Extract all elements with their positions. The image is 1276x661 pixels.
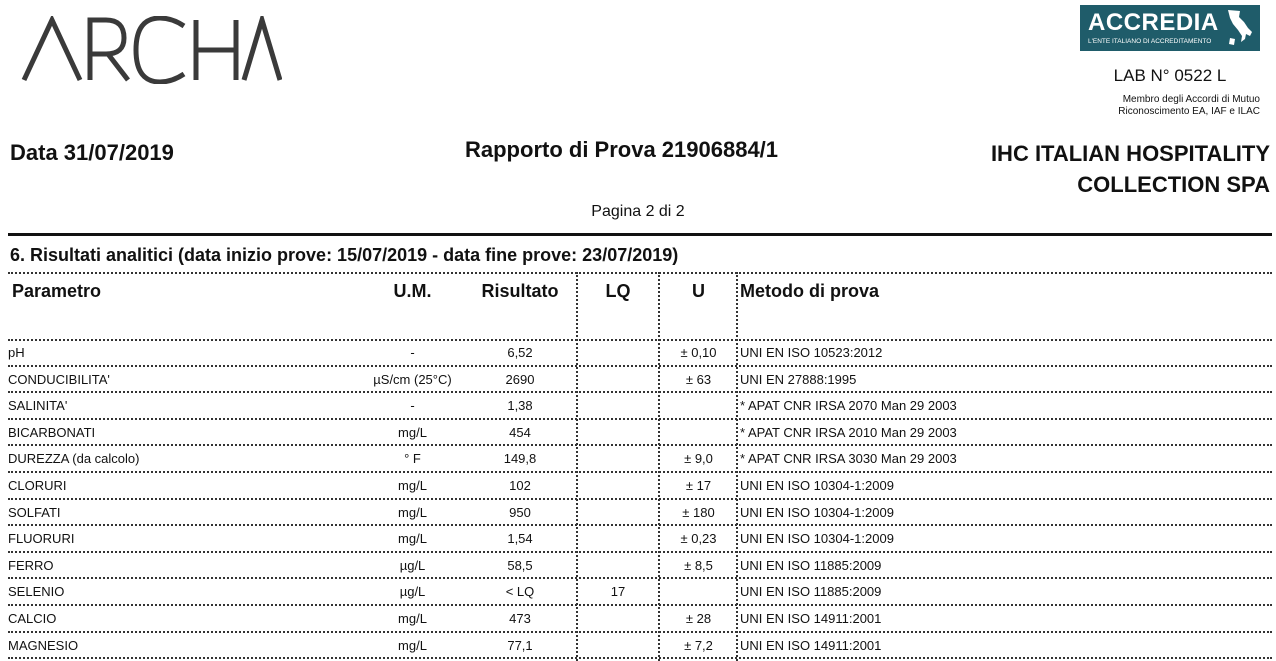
cell-lq: 17 [610,584,626,599]
cell-method: UNI EN 27888:1995 [740,372,857,387]
cell-u: ± 28 [685,611,712,626]
cell-method: UNI EN ISO 10523:2012 [740,345,883,360]
cell-param: pH [8,345,25,360]
section-title: 6. Risultati analitici (data inizio prove: 15/07/2019 - data fine prove: 23/07/2019) [10,245,679,265]
cell-method: UNI EN ISO 11885:2009 [740,558,882,573]
cell-um: mg/L [398,425,427,440]
cell-param: DUREZZA (da calcolo) [8,451,140,466]
report-number: Rapporto di Prova 21906884/1 [465,137,779,162]
cell-um: mg/L [398,505,427,520]
accreditation-note-line1: Membro degli Accordi di Mutuo [1122,94,1260,105]
cell-method: * APAT CNR IRSA 3030 Man 29 2003 [740,451,957,466]
row-divider [8,471,1272,473]
cell-method: UNI EN ISO 11885:2009 [740,584,882,599]
accredia-subtitle: L'ENTE ITALIANO DI ACCREDITAMENTO [1088,38,1212,45]
cell-result: 950 [509,505,531,520]
cell-u: ± 0,10 [680,345,717,360]
cell-method: * APAT CNR IRSA 2010 Man 29 2003 [740,425,957,440]
cell-u: ± 9,0 [684,451,713,466]
cell-result: 473 [509,611,531,626]
header-rule [8,233,1272,236]
accredia-badge [1080,5,1260,51]
cell-result: < LQ [505,584,535,599]
archa-logo [20,16,282,84]
row-divider [8,391,1272,393]
report-date: Data 31/07/2019 [10,140,174,165]
cell-um: mg/L [398,478,427,493]
row-divider [8,524,1272,526]
cell-result: 77,1 [507,638,533,653]
row-divider [8,604,1272,606]
row-divider [8,365,1272,367]
cell-param: MAGNESIO [8,638,79,653]
cell-param: SELENIO [8,584,65,599]
column-divider [736,272,738,661]
cell-param: CLORURI [8,478,67,493]
cell-um: ° F [404,451,421,466]
page-number: Pagina 2 di 2 [591,203,685,220]
cell-u: ± 0,23 [680,531,717,546]
cell-method: UNI EN ISO 14911:2001 [740,611,882,626]
cell-um: mg/L [398,611,427,626]
cell-result: 1,54 [507,531,533,546]
accredia-name: ACCREDIA [1088,9,1219,36]
header-um: U.M. [393,281,432,301]
row-divider [8,657,1272,659]
header-result: Risultato [481,281,559,301]
cell-um: mg/L [398,638,427,653]
header-method: Metodo di prova [740,281,879,301]
cell-result: 2690 [505,372,535,387]
row-divider [8,418,1272,420]
cell-param: SOLFATI [8,505,61,520]
cell-result: 149,8 [503,451,537,466]
cell-method: UNI EN ISO 10304-1:2009 [740,531,894,546]
cell-u: ± 180 [682,505,715,520]
cell-param: FLUORURI [8,531,75,546]
cell-method: UNI EN ISO 10304-1:2009 [740,505,894,520]
cell-method: UNI EN ISO 10304-1:2009 [740,478,894,493]
cell-result: 454 [509,425,531,440]
cell-method: * APAT CNR IRSA 2070 Man 29 2003 [740,398,957,413]
cell-um: µS/cm (25°C) [373,372,452,387]
column-divider [658,272,660,661]
cell-um: µg/L [399,584,426,599]
row-divider [8,444,1272,446]
cell-u: ± 8,5 [684,558,713,573]
client-name-line1: IHC ITALIAN HOSPITALITY [990,141,1270,166]
cell-param: BICARBONATI [8,425,96,440]
cell-param: SALINITA' [8,398,68,413]
header-param: Parametro [12,281,102,301]
row-divider [8,272,1272,274]
italy-map-icon [1224,8,1254,48]
column-divider [576,272,578,661]
cell-result: 58,5 [507,558,533,573]
cell-result: 102 [509,478,531,493]
client-name [930,138,1270,200]
cell-param: CALCIO [8,611,57,626]
cell-u: ± 7,2 [684,638,713,653]
client-name-line2: COLLECTION SPA [1077,172,1270,197]
cell-result: 1,38 [507,398,533,413]
cell-param: FERRO [8,558,54,573]
row-divider [8,498,1272,500]
accreditation-note [1060,94,1260,118]
cell-u: ± 17 [685,478,712,493]
cell-param: CONDUCIBILITA' [8,372,110,387]
cell-result: 6,52 [507,345,533,360]
cell-um: - [410,345,415,360]
cell-um: mg/L [398,531,427,546]
cell-um: - [410,398,415,413]
header-lq: LQ [605,281,631,301]
lab-number: LAB N° 0522 L [1113,66,1227,85]
row-divider [8,631,1272,633]
row-divider [8,551,1272,553]
row-divider [8,339,1272,341]
accreditation-note-line2: Riconoscimento EA, IAF e ILAC [1118,106,1260,117]
header-u: U [692,281,705,301]
cell-method: UNI EN ISO 14911:2001 [740,638,882,653]
cell-um: µg/L [399,558,426,573]
row-divider [8,577,1272,579]
cell-u: ± 63 [685,372,712,387]
